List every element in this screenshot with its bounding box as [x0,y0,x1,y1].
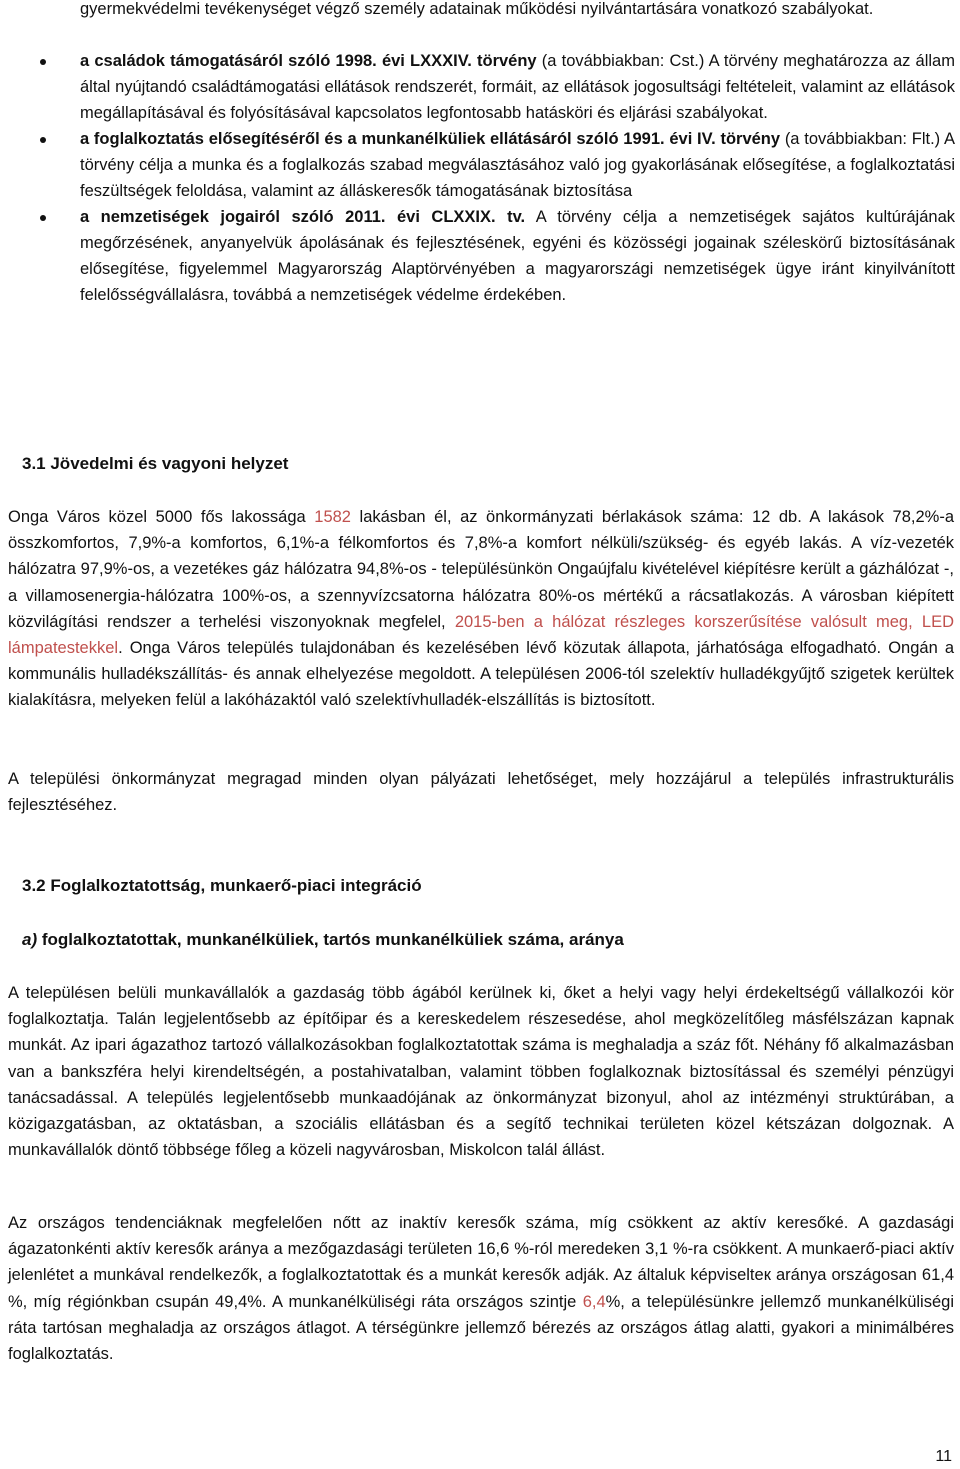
bullet-text: A törvény célja a nemzetiségek sajátos kultúrájának megőrzésének, anyanyelvük ápolásának és fejlesztésének, egyéni és közösségi jogainak széleskörű biztosításának elősegítése, figyelemmel Magyarország Alaptörvényében a magyarországi nemzetiségek ügye iránt kinyilvánított felelősségvállalásra, továbbá a nemzetiségek védelme érdekében. [80,208,955,304]
highlight-number: 1582 [314,508,351,526]
highlight-number: 6,4 [582,1292,606,1311]
bullet-title: a foglalkoztatás elősegítéséről és a munkanélküliek ellátásáról szóló 1991. évi IV. törvény [80,130,781,148]
bullet-item-flt [40,126,955,204]
page-number: 11 [935,1448,952,1465]
section-3-1-paragraph-2: A települési önkormányzat megragad minden olyan pályázati lehetőséget, mely hozzájárul a település infrastrukturális fejlesztéséhez. [8,770,954,815]
bullet-title: a családok támogatásáról szóló 1998. évi LXXXIV. törvény [80,52,537,70]
section-3-1-paragraph-1 [8,504,954,714]
bullet-text: (a továbbiakban: Cst.) A törvény meghatározza az állam által nyújtandó családtámogatási ellátások rendszerét, formáit, az ellátások jogosultsági feltételeit, valamint az ellátások megállapításával és folyósításával kapcsolatos legfontosabb hatásköri és eljárási szabályokat. [80,52,955,122]
subsection-heading-a [22,928,624,952]
section-heading-3-1: 3.1 Jövedelmi és vagyoni helyzet [22,454,289,473]
law-bullet-list [40,0,955,308]
bullet-dot-icon [40,137,46,143]
bullet-item-continuation [40,0,955,48]
paragraph-text: lakásban él, az önkormányzati bérlakások száma: 12 db. A lakások 78,2%-a összkomfortos, 7,9%-a komfortos, 6,1%-a félkomfortos és 7,8%-a komfort nélküli/szükség- és egyéb lakás. A víz-vezeték hálózatra 97,9%-os, a vezetékes gáz hálózatra 94,8%-os - településünkön Ongaújfalu kivételével kiépítésre került a gázhálózat -, a villamosenergia-hálózatra 100%-os, a szennyvízcsatorna hálózatra 80%-os mértékű a rácsatlakozás. A városban kiépített közvilágítási rendszer a terhelési viszonyoknak megfelel, [8,508,954,631]
section-heading-3-2: 3.2 Foglalkoztatottság, munkaerő-piaci integráció [22,876,422,895]
bullet-text: gyermekvédelmi tevékenységet végző személy adatainak működési nyilvántartására vonatkozó szabályokat. [80,0,874,18]
bullet-dot-icon [40,215,46,221]
paragraph-text: Onga Város közel 5000 fős lakossága [8,508,315,526]
bullet-text: (a továbbiakban: Flt.) A törvény célja a munka és a foglalkozás szabad megválasztásához való jog gyakorlásának elősegítése, a foglalkoztatási feszültségek feloldása, valamint az álláskeresők támogatásának biztosítása [80,130,955,200]
highlight-text: 2015-ben a hálózat részleges korszerűsítése valósult meg, LED lámpatestekkel [8,612,954,658]
subsection-title: foglalkoztatottak, munkanélküliek, tartós munkanélküliek száma, aránya [37,930,624,949]
section-3-2-paragraph-1: A településen belüli munkavállalók a gazdaság több ágából kerülnek ki, őket a helyi vagy helyi érdekeltségű vállalkozói kör foglalkoztatja. Talán legjelentősebb az építőipar és a kereskedelem részesedése, ahol megközelítőleg másfélszázan kapnak munkát. Az ipari ágazathoz tartozó vállalkozásokban foglalkoztatottak száma is meghaladja a száz főt. Néhány fő alkalmazásban van a bankszféra helyi kirendeltségén, a postahivatalban, valamint többen foglalkoznak biztosítással és személyi pénzügyi tanácsadással. A település legjelentősebb munkaadójának az önkormányzat bizonyul, ahol az intézményi struktúrában, a közigazgatásban, az oktatásban, a szociális ellátásban és a segítő technikai területen közel kétszázan dolgoznak. A munkavállalók döntő többsége főleg a közeli nagyvárosban, Miskolcon talál állást. [8,984,954,1160]
subsection-prefix: a) [22,930,38,949]
section-3-2-paragraph-2 [8,1210,954,1367]
paragraph-text: %, a településünkre jellemző munkanélküliségi ráta tartósan meghaladja az országos átlagot. A térségünkre jellemző bérezés az országos átlag alatti, gyakori a minimálbéres foglalkoztatás. [8,1292,954,1364]
paragraph-text: Az országos tendenciáknak megfelelően nőtt az inaktív keresők száma, míg csökkent az aktív keresőké. A gazdasági ágazatonkénti aktív keresők aránya a mezőgazdasági területen 16,6 %-ról meredeken 3,1 %-ra csökkent. A munkaerő-piaci aktív jelenlétet a munkával rendelkezők, a foglalkoztatottak és a munkát keresők adják. Az általuk képviselteк aránya országosan 61,4 %, míg régiónkban csupán 49,4%. A munkanélküliségi ráta országos szintje [8,1214,954,1311]
bullet-item-nemzetisegek [40,204,955,308]
bullet-item-cst [40,48,955,126]
paragraph-text: . Onga Város település tulajdonában és kezelésében lévő közutak állapota, járhatósága elfogadható. Ongán a kommunális hulladékszállítás- és annak elhelyezése megoldott. A településen 2006-tól szelektív hulladékgyűjtő szigetek kerültek kialakításra, melyeken felül a lakóházaktól való szelektívhulladék-elszállítás is biztosított. [8,639,954,710]
bullet-title: a nemzetiségek jogairól szóló 2011. évi CLXXIX. tv. [80,208,526,226]
bullet-dot-icon [40,59,46,65]
